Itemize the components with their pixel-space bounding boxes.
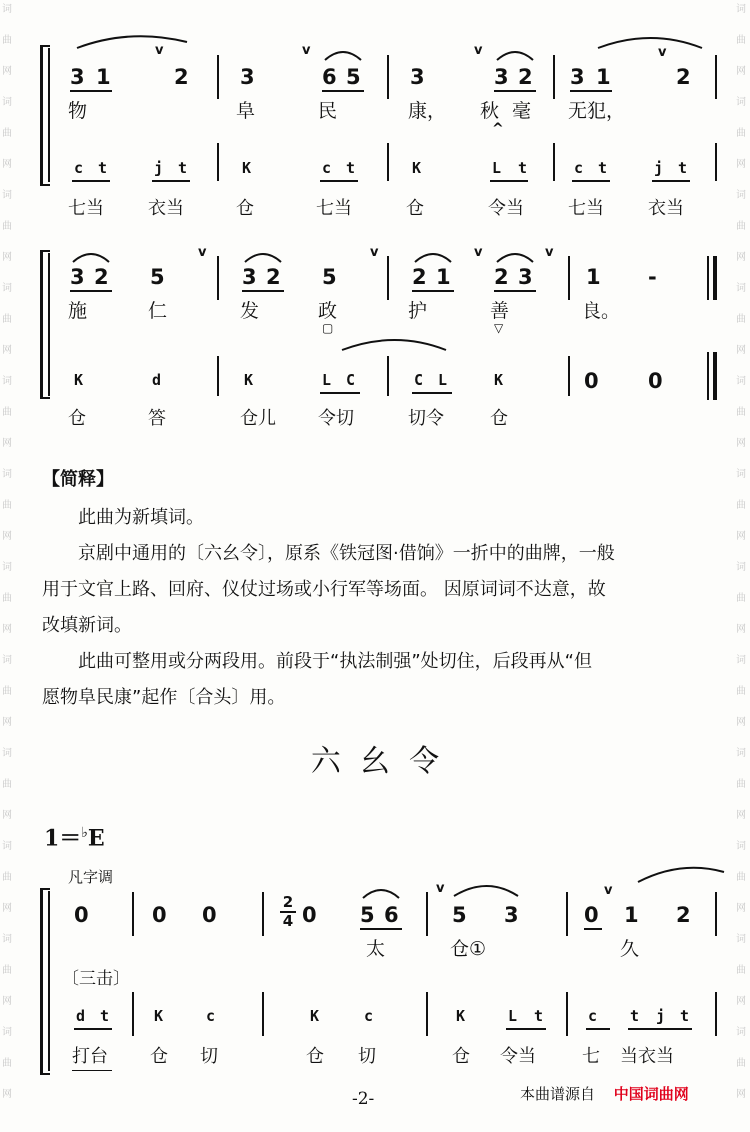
barline — [217, 55, 219, 99]
barline — [387, 143, 389, 181]
note: 1 — [586, 265, 601, 289]
breath-mark: v — [474, 43, 483, 58]
barline — [387, 55, 389, 99]
watermark-char: 词 — [736, 283, 746, 294]
note: 0 — [584, 903, 599, 927]
watermark-char: 网 — [736, 438, 746, 449]
source-site-link[interactable]: 中国词曲网 — [613, 1085, 689, 1103]
watermark-char: 网 — [2, 252, 12, 263]
perc-symbol: j — [656, 1007, 666, 1025]
note: 2 — [266, 265, 281, 289]
perc-lyric: 七 — [582, 1046, 600, 1067]
piece-title: 六 幺 令 — [310, 744, 440, 779]
watermark-char: 曲 — [2, 128, 12, 139]
perc-lyric: 仓 — [68, 408, 86, 429]
bracket-inner — [48, 891, 50, 1071]
perc-lyric: 衣当 — [648, 198, 684, 219]
bracket-cap — [40, 397, 50, 399]
note: 6 — [322, 65, 337, 89]
note: 2 — [94, 265, 109, 289]
watermark-char: 曲 — [2, 500, 12, 511]
watermark-char: 词 — [2, 376, 12, 387]
perc-lyric: 仓儿 — [240, 408, 276, 429]
perc-lyric: 七当 — [316, 198, 352, 219]
bracket-cap — [40, 250, 50, 252]
watermark-char: 曲 — [736, 593, 746, 604]
watermark-char: 曲 — [2, 314, 12, 325]
barline — [568, 256, 570, 300]
watermark-char: 曲 — [736, 965, 746, 976]
note: 5 — [360, 903, 375, 927]
perc-lyric: 当衣当 — [620, 1046, 674, 1067]
notes-paragraph-1: 此曲为新填词。 — [78, 507, 204, 528]
lyric: 良。 — [582, 300, 621, 322]
accent-mark: ^ — [492, 121, 504, 137]
perc-symbol: L — [508, 1007, 518, 1025]
breath-mark: v — [198, 245, 207, 260]
watermark-char: 曲 — [736, 686, 746, 697]
perc-symbol: L — [322, 371, 332, 389]
lyric: 物 — [68, 100, 88, 122]
note: 5 — [452, 903, 467, 927]
breath-mark: v — [545, 245, 554, 260]
perc-lyric: 仓 — [452, 1046, 470, 1067]
watermark-char: 词 — [736, 655, 746, 666]
note: 2 — [676, 65, 691, 89]
watermark-char: 网 — [736, 996, 746, 1007]
watermark-char: 网 — [2, 717, 12, 728]
note: 3 — [70, 265, 85, 289]
note: 3 — [410, 65, 425, 89]
perc-symbol: t — [678, 159, 688, 177]
perc-symbol: K — [242, 159, 252, 177]
note: 1 — [96, 65, 111, 89]
perc-symbol: K — [74, 371, 84, 389]
lyric: 政 — [318, 300, 338, 322]
beam-underline — [494, 290, 536, 292]
page-number: -2- — [352, 1089, 375, 1109]
note: 0 — [302, 903, 317, 927]
watermark-char: 词 — [2, 190, 12, 201]
slur — [495, 250, 535, 264]
notes-paragraph-3: 愿物阜民康”起作〔合头〕用。 — [42, 687, 286, 708]
watermark-char: 曲 — [736, 314, 746, 325]
perc-symbol: K — [244, 371, 254, 389]
marking-triangle: ▽ — [494, 321, 504, 335]
lyric: 久 — [620, 938, 640, 960]
barline — [715, 143, 717, 181]
slur — [361, 886, 401, 900]
watermark-char: 网 — [736, 1089, 746, 1100]
note: 3 — [70, 65, 85, 89]
watermark-char: 词 — [2, 1027, 12, 1038]
watermark-char: 曲 — [736, 35, 746, 46]
perc-lyric: 令切 — [318, 408, 354, 429]
barline — [217, 356, 219, 396]
perc-symbol: t — [100, 1007, 110, 1025]
lyric: 秋 — [480, 100, 500, 122]
note: 3 — [240, 65, 255, 89]
final-barline-thick — [713, 352, 717, 400]
note: 6 — [384, 903, 399, 927]
watermark-char: 词 — [2, 655, 12, 666]
perc-symbol: c — [206, 1007, 216, 1025]
barline — [387, 356, 389, 396]
beam-underline — [628, 1028, 692, 1030]
watermark-char: 曲 — [2, 407, 12, 418]
perc-lyric: 七当 — [68, 198, 104, 219]
note: 2 — [412, 265, 427, 289]
watermark-char: 曲 — [736, 128, 746, 139]
perc-symbol: L — [492, 159, 502, 177]
breath-mark: v — [370, 245, 379, 260]
watermark-char: 网 — [736, 345, 746, 356]
note: 5 — [150, 265, 165, 289]
perc-lyric: 切令 — [408, 408, 444, 429]
perc-symbol: j — [654, 159, 664, 177]
bracket-cap — [40, 888, 50, 890]
perc-symbol: L — [438, 371, 448, 389]
note: 5 — [322, 265, 337, 289]
beam-underline — [412, 392, 452, 394]
slur — [243, 250, 283, 264]
watermark-char: 曲 — [2, 1058, 12, 1069]
watermark-char: 词 — [2, 841, 12, 852]
watermark-char: 曲 — [736, 872, 746, 883]
lyric: 太 — [366, 938, 386, 960]
beam-underline — [572, 180, 610, 182]
time-signature — [280, 894, 296, 930]
watermark-char: 曲 — [736, 221, 746, 232]
flat-sign: ♭ — [81, 825, 88, 841]
watermark-char: 词 — [736, 469, 746, 480]
perc-lyric: 仓 — [490, 408, 508, 429]
barline — [715, 55, 717, 99]
note: 3 — [504, 903, 519, 927]
watermark-char: 网 — [736, 624, 746, 635]
note: - — [648, 265, 657, 289]
bracket-cap — [40, 45, 50, 47]
slur — [71, 250, 111, 264]
note: 2 — [676, 903, 691, 927]
notes-paragraph-2: 改填新词。 — [42, 615, 132, 636]
perc-lyric: 仓 — [406, 198, 424, 219]
lyric: 施 — [68, 300, 88, 322]
lyric: 仁 — [148, 300, 168, 322]
note: 0 — [584, 369, 599, 393]
perc-lyric: 打台 — [72, 1046, 108, 1067]
watermark-char: 曲 — [2, 872, 12, 883]
final-barline-thin — [707, 352, 709, 400]
perc-symbol: t — [680, 1007, 690, 1025]
slur — [596, 34, 706, 54]
perc-symbol: C — [414, 371, 424, 389]
watermark-char: 曲 — [2, 686, 12, 697]
barline — [426, 892, 428, 936]
key-letter: E — [87, 825, 105, 852]
perc-barline — [426, 992, 428, 1036]
beam-underline — [70, 90, 112, 92]
beam-underline — [152, 180, 190, 182]
note: 3 — [242, 265, 257, 289]
beam-underline — [570, 90, 612, 92]
note: 5 — [346, 65, 361, 89]
lyric: 民 — [318, 100, 338, 122]
system-bracket — [40, 888, 43, 1074]
perc-lyric: 令当 — [500, 1046, 536, 1067]
perc-symbol: K — [412, 159, 422, 177]
perc-symbol: C — [346, 371, 356, 389]
watermark-char: 网 — [2, 66, 12, 77]
source-note — [520, 1084, 689, 1104]
barline — [217, 143, 219, 181]
beam-underline — [320, 392, 360, 394]
perc-symbol: j — [154, 159, 164, 177]
perc-symbol: K — [494, 371, 504, 389]
beam-underline — [490, 180, 528, 182]
lyric: 康， — [408, 100, 447, 122]
watermark-char: 曲 — [2, 779, 12, 790]
watermark-char: 词 — [736, 562, 746, 573]
perc-lyric: 七当 — [568, 198, 604, 219]
watermark-char: 词 — [736, 97, 746, 108]
watermark-char: 曲 — [736, 779, 746, 790]
perc-symbol: t — [98, 159, 108, 177]
watermark-char: 网 — [2, 438, 12, 449]
perc-symbol: K — [154, 1007, 164, 1025]
lyric: 发 — [240, 300, 260, 322]
breath-mark: v — [302, 43, 311, 58]
notes-heading: 【简释】 — [42, 469, 114, 490]
watermark-char: 网 — [2, 903, 12, 914]
perc-lyric: 仓 — [150, 1046, 168, 1067]
note: 3 — [494, 65, 509, 89]
watermark-char: 曲 — [2, 35, 12, 46]
note: 0 — [648, 369, 663, 393]
barline — [568, 356, 570, 396]
watermark-char: 曲 — [2, 593, 12, 604]
notes-paragraph-2: 京剧中通用的〔六幺令〕，原系《铁冠图·借饷》一折中的曲牌，一般 — [78, 543, 615, 564]
perc-symbol: K — [456, 1007, 466, 1025]
key-signature — [44, 820, 105, 851]
beam-underline — [242, 290, 284, 292]
note: 0 — [202, 903, 217, 927]
watermark-char: 网 — [2, 810, 12, 821]
lyric: 善 — [490, 300, 510, 322]
beam-underline — [494, 90, 536, 92]
perc-symbol: c — [574, 159, 584, 177]
watermark-char: 曲 — [736, 407, 746, 418]
watermark-char: 网 — [2, 159, 12, 170]
watermark-char: 词 — [2, 4, 12, 15]
perc-lyric: 切 — [358, 1046, 376, 1067]
note: 2 — [494, 265, 509, 289]
slur — [495, 48, 535, 62]
watermark-char: 词 — [736, 376, 746, 387]
watermark-char: 网 — [2, 531, 12, 542]
watermark-char: 网 — [2, 345, 12, 356]
perc-lyric: 答 — [148, 408, 166, 429]
note: 3 — [570, 65, 585, 89]
note: 1 — [436, 265, 451, 289]
watermark-char: 网 — [736, 810, 746, 821]
perc-barline-start — [48, 143, 50, 181]
barline — [566, 892, 568, 936]
perc-lyric: 仓 — [306, 1046, 324, 1067]
slur — [413, 250, 453, 264]
beam-underline — [320, 180, 358, 182]
beam-underline — [652, 180, 690, 182]
perc-lyric: 仓 — [236, 198, 254, 219]
perc-symbol: c — [364, 1007, 374, 1025]
perc-symbol: c — [74, 159, 84, 177]
note: 1 — [624, 903, 639, 927]
note: 1 — [596, 65, 611, 89]
barline — [262, 892, 264, 936]
note: 3 — [518, 265, 533, 289]
perc-symbol: d — [76, 1007, 86, 1025]
note: 0 — [152, 903, 167, 927]
beam-underline — [70, 290, 112, 292]
perc-label: 〔三击〕 — [62, 969, 130, 989]
breath-mark: v — [155, 43, 164, 58]
beam-underline — [506, 1028, 546, 1030]
perc-symbol: t — [178, 159, 188, 177]
slur — [75, 32, 195, 52]
perc-symbol: d — [152, 371, 162, 389]
perc-barline — [262, 992, 264, 1036]
watermark-char: 网 — [736, 159, 746, 170]
marking-square: ▢ — [322, 321, 334, 335]
perc-symbol: t — [598, 159, 608, 177]
watermark-char: 网 — [736, 66, 746, 77]
mode-label: 凡字调 — [68, 868, 114, 886]
perc-barline — [715, 992, 717, 1036]
perc-lyric: 令当 — [488, 198, 524, 219]
lyric: 仓① — [450, 938, 487, 960]
breath-mark: v — [604, 883, 613, 898]
watermark-char: 网 — [2, 1089, 12, 1100]
watermark-char: 词 — [2, 934, 12, 945]
tie — [340, 336, 450, 354]
watermark-char: 曲 — [2, 965, 12, 976]
watermark-char: 曲 — [736, 500, 746, 511]
perc-barline — [566, 992, 568, 1036]
beam-underline — [586, 1028, 610, 1030]
watermark-char: 词 — [736, 841, 746, 852]
key-prefix: 1＝ — [44, 825, 82, 852]
watermark-char: 词 — [736, 4, 746, 15]
barline — [553, 143, 555, 181]
lyric: 阜 — [236, 100, 256, 122]
notes-paragraph-3: 此曲可整用或分两段用。前段于“执法制强”处切住，后段再从“但 — [78, 651, 592, 672]
perc-symbol: t — [346, 159, 356, 177]
watermark-char: 网 — [2, 624, 12, 635]
beam-underline — [322, 90, 364, 92]
barline — [132, 892, 134, 936]
watermark-char: 网 — [2, 996, 12, 1007]
breath-mark: v — [658, 45, 667, 60]
watermark-left — [0, 4, 14, 1124]
perc-barline-start — [48, 356, 50, 396]
time-top: 2 — [282, 893, 294, 911]
slur — [452, 882, 522, 900]
lyric: 无犯， — [568, 100, 626, 122]
watermark-char: 词 — [736, 1027, 746, 1038]
perc-barline — [132, 992, 134, 1036]
slur — [323, 48, 363, 62]
final-barline-thin — [707, 256, 709, 300]
watermark-right — [734, 4, 748, 1124]
perc-symbol: t — [630, 1007, 640, 1025]
watermark-char: 词 — [2, 283, 12, 294]
beam-underline — [72, 180, 110, 182]
watermark-char: 曲 — [2, 221, 12, 232]
breath-mark: v — [474, 245, 483, 260]
system-bracket — [40, 45, 43, 185]
watermark-char: 网 — [736, 531, 746, 542]
barline — [387, 256, 389, 300]
perc-symbol: K — [310, 1007, 320, 1025]
watermark-char: 词 — [736, 748, 746, 759]
beam-underline — [360, 928, 402, 930]
perc-symbol: c — [588, 1007, 598, 1025]
lyric-underline — [72, 1070, 112, 1071]
perc-symbol: c — [322, 159, 332, 177]
perc-lyric: 切 — [200, 1046, 218, 1067]
watermark-char: 词 — [2, 562, 12, 573]
bracket-cap — [40, 1073, 50, 1075]
barline — [553, 55, 555, 99]
notes-paragraph-2: 用于文官上路、回府、仪仗过场或小行军等场面。 因原词词不达意，故 — [42, 579, 606, 600]
watermark-char: 曲 — [736, 1058, 746, 1069]
lyric: 毫 — [512, 100, 532, 122]
watermark-char: 词 — [736, 934, 746, 945]
lyric: 护 — [408, 300, 428, 322]
breath-mark: v — [436, 881, 445, 896]
system-bracket — [40, 250, 43, 398]
time-bottom: 4 — [282, 912, 294, 930]
watermark-char: 词 — [736, 190, 746, 201]
note: 2 — [174, 65, 189, 89]
note: 0 — [74, 903, 89, 927]
beam-underline — [584, 928, 602, 930]
note: 2 — [518, 65, 533, 89]
final-barline-thick — [713, 256, 717, 300]
watermark-char: 词 — [2, 748, 12, 759]
bracket-cap — [40, 184, 50, 186]
beam-underline — [74, 1028, 112, 1030]
watermark-char: 网 — [736, 717, 746, 728]
slur — [636, 866, 726, 888]
perc-symbol: t — [518, 159, 528, 177]
perc-symbol: t — [534, 1007, 544, 1025]
watermark-char: 词 — [2, 97, 12, 108]
watermark-char: 网 — [736, 252, 746, 263]
barline — [217, 256, 219, 300]
watermark-char: 词 — [2, 469, 12, 480]
watermark-char: 网 — [736, 903, 746, 914]
perc-lyric: 衣当 — [148, 198, 184, 219]
source-prefix: 本曲谱源自 — [520, 1085, 596, 1103]
barline — [715, 892, 717, 936]
beam-underline — [412, 290, 454, 292]
